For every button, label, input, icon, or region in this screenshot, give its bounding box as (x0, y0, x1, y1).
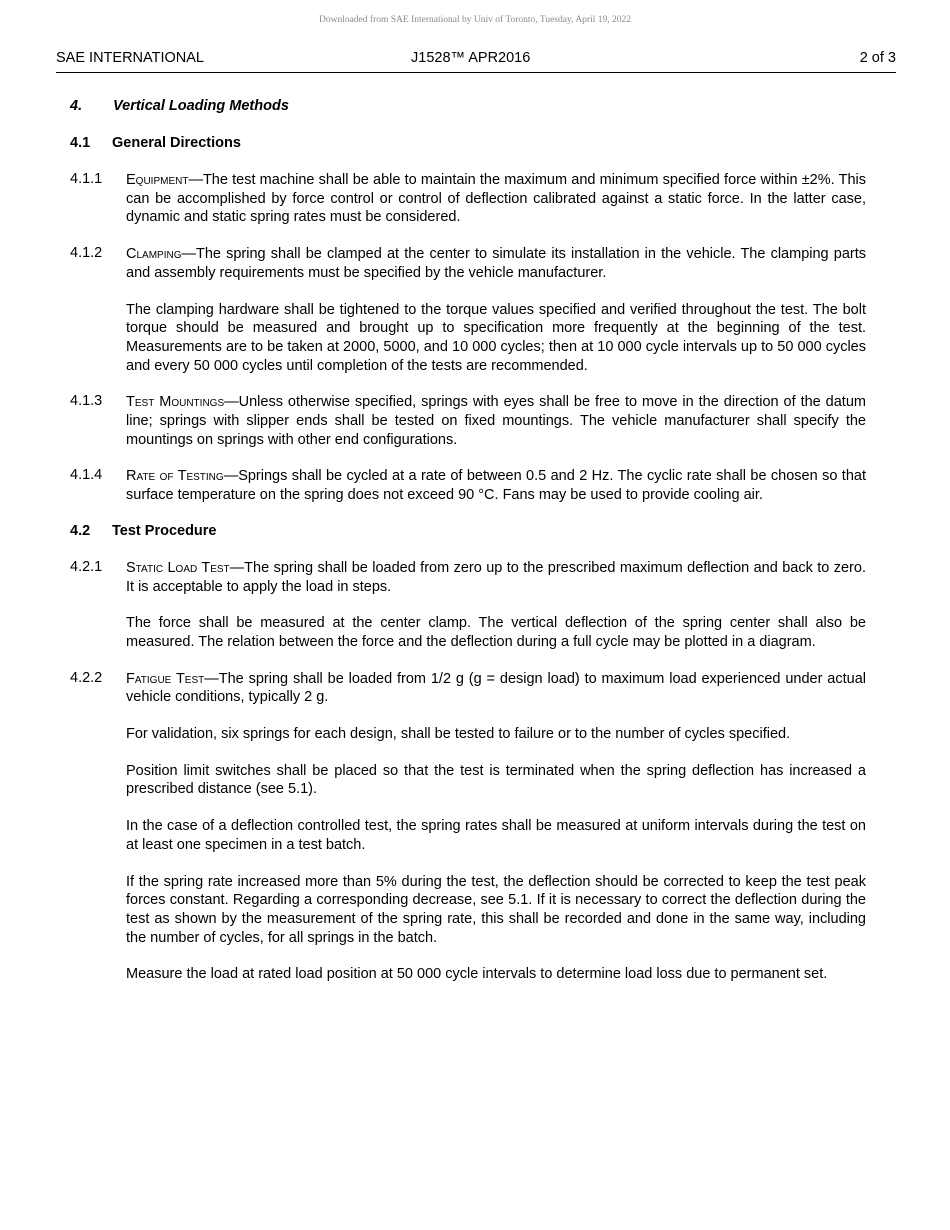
section-number: 4. (70, 98, 83, 114)
header-org: SAE INTERNATIONAL (56, 50, 204, 66)
section-4-heading (70, 98, 866, 117)
header-page-number: 2 of 3 (859, 50, 896, 66)
clause-4-1-4 (70, 467, 866, 504)
clause-4-2-1-para-2 (70, 614, 866, 651)
clause-term: Test Mountings (126, 394, 225, 411)
clause-text (126, 670, 866, 707)
clause-4-2-2-para-5 (70, 873, 866, 948)
clause-body: —The spring shall be loaded from 1/2 g (g = design load) to maximum load experienced under actual vehicle conditions, typically 2 g. (126, 670, 866, 706)
clause-4-2-1 (70, 559, 866, 596)
paragraph: If the spring rate increased more than 5% during the test, the deflection should be corrected to keep the test peak forces constant. Regarding a corresponding decrease, see 5.1. If it is necessary to correct the deflection during the test as shown by the measurement of the spring rate, this shall be recorded and done in the same way, including the number of cycles, for all springs in the batch. (126, 873, 866, 946)
clause-4-1-3 (70, 393, 866, 449)
section-number: 4.1 (70, 135, 91, 151)
clause-text (126, 559, 866, 596)
clause-number: 4.2.1 (70, 558, 103, 575)
clause-4-2-2-para-6 (70, 965, 866, 984)
clause-4-2-2-para-4 (70, 817, 866, 854)
clause-4-1-1 (70, 171, 866, 227)
section-number: 4.2 (70, 522, 91, 539)
clause-number: 4.1.3 (70, 393, 103, 410)
clause-text (126, 393, 866, 449)
clause-4-2-2-para-2 (70, 725, 866, 744)
page-header (56, 50, 896, 73)
section-title: Vertical Loading Methods (113, 98, 289, 114)
clause-term: Static Load Test (126, 559, 230, 576)
document-body (70, 98, 866, 1002)
clause-number: 4.2.2 (70, 669, 103, 686)
clause-term: Rate of Testing (126, 468, 224, 485)
clause-term: Equipment (126, 172, 189, 188)
clause-body: —Springs shall be cycled at a rate of between 0.5 and 2 Hz. The cyclic rate shall be chosen so that surface temperature on the spring does not exceed 90 °C. Fans may be used to provide cooling air. (126, 468, 866, 504)
clause-text (126, 467, 866, 504)
clause-number: 4.1.4 (70, 467, 103, 484)
clause-body: —The spring shall be clamped at the center to simulate its installation in the vehicle. The clamping parts and assembly requirements must be specified by the vehicle manufacturer. (126, 246, 866, 281)
clause-text (126, 245, 866, 282)
clause-term: Fatigue Test (126, 670, 205, 687)
paragraph: Position limit switches shall be placed so that the test is terminated when the spring deflection has increased a prescribed distance (see 5.1). (126, 762, 866, 798)
section-title: Test Procedure (112, 522, 217, 539)
clause-body: —The spring shall be loaded from zero up to the prescribed maximum deflection and back to zero. It is acceptable to apply the load in steps. (126, 559, 866, 595)
clause-body: —Unless otherwise specified, springs with eyes shall be free to move in the direction of the datum line; springs with slipper ends shall be tested on fixed mountings. The vehicle manufacturer shall specify the mountings on springs with other end configurations. (126, 394, 866, 448)
paragraph: The clamping hardware shall be tightened to the torque values specified and verified throughout the test. The bolt torque should be measured and brought up to specification more frequently at the beginning of the test. Measurements are to be taken at 2000, 5000, and 10 000 cycles; then at 10 000 cycle intervals up to 50 000 cycles and every 50 000 cycles until completion of the tests are recommended. (126, 301, 866, 374)
clause-number: 4.1.1 (70, 171, 103, 187)
paragraph: Measure the load at rated load position at 50 000 cycle intervals to determine load loss due to permanent set. (126, 966, 828, 983)
paragraph: For validation, six springs for each design, shall be tested to failure or to the number of cycles specified. (126, 726, 791, 743)
section-4-1-heading (70, 135, 866, 154)
download-watermark: Downloaded from SAE International by Univ of Toronto, Tuesday, April 19, 2022 (318, 15, 631, 25)
clause-4-2-2 (70, 670, 866, 707)
clause-4-2-2-para-3 (70, 762, 866, 799)
clause-4-1-2-para-2 (70, 301, 866, 376)
header-doc-id: J1528™ APR2016 (411, 50, 531, 66)
clause-text (126, 171, 866, 227)
section-title: General Directions (112, 135, 241, 151)
clause-body: —The test machine shall be able to maintain the maximum and minimum specified force within ±2%. This can be accomplished by force control or control of deflection calibrated against a static force. In the latter case, dynamic and static spring rates must be considered. (126, 172, 866, 226)
clause-term: Clamping (126, 246, 182, 263)
paragraph: The force shall be measured at the center clamp. The vertical deflection of the spring center shall also be measured. The relation between the force and the deflection during a full cycle may be plotted in a diagram. (126, 615, 866, 650)
section-4-2-heading (70, 523, 866, 542)
clause-4-1-2 (70, 245, 866, 282)
clause-number: 4.1.2 (70, 245, 103, 262)
paragraph: In the case of a deflection controlled test, the spring rates shall be measured at uniform intervals during the test on at least one specimen in a test batch. (126, 818, 866, 853)
